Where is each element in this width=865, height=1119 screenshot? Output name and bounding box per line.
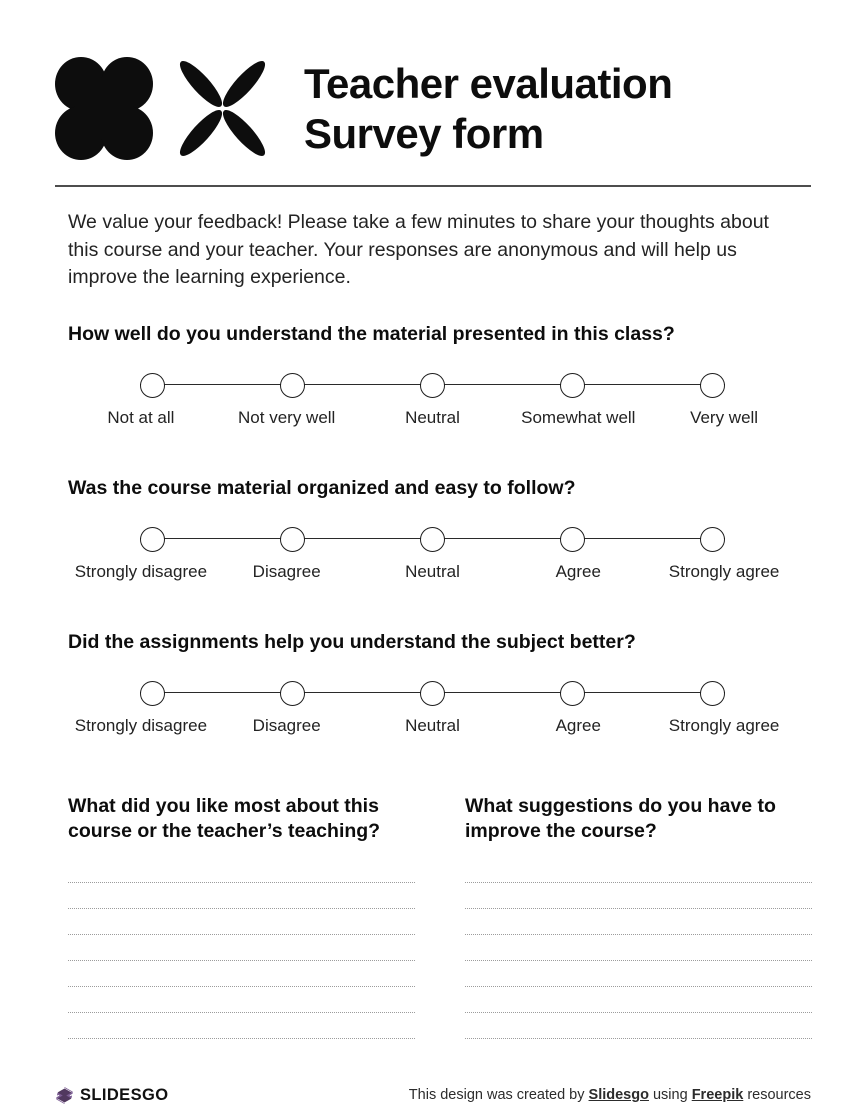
answer-line[interactable]	[68, 908, 415, 910]
scale-label-4: Agree	[555, 716, 601, 736]
open-questions-section	[68, 794, 812, 1040]
scale-question-3	[0, 630, 865, 737]
scale-options	[140, 372, 725, 398]
answer-line[interactable]	[465, 908, 812, 910]
credit-middle: using	[648, 1087, 692, 1103]
page-footer	[55, 1081, 811, 1109]
scale-label-3: Neutral	[405, 716, 460, 736]
x-petal-shape-icon	[175, 56, 270, 161]
answer-line[interactable]	[465, 1012, 812, 1014]
answer-line[interactable]	[465, 986, 812, 988]
scale-option-radio-2[interactable]	[280, 527, 305, 552]
page-title-line-1: Teacher evaluation	[304, 59, 673, 107]
scale-options	[140, 680, 725, 706]
page-title-line-2: Survey form	[304, 109, 544, 157]
scale-label-1: Strongly disagree	[74, 716, 208, 736]
scale-option-radio-4[interactable]	[560, 681, 585, 706]
scale-label-4: Somewhat well	[521, 408, 636, 428]
open-question-2	[465, 794, 812, 1040]
clover-shape-icon	[55, 56, 153, 161]
answer-line[interactable]	[68, 1038, 415, 1040]
question-3-title: Did the assignments help you understand the subject better?	[68, 631, 636, 653]
scale-label-2: Disagree	[252, 716, 321, 736]
answer-line[interactable]	[68, 882, 415, 884]
answer-line[interactable]	[68, 986, 415, 988]
scale-label-2: Not very well	[238, 408, 336, 428]
credit-link-slidesgo[interactable]: Slidesgo	[588, 1087, 649, 1103]
scale-option-radio-3[interactable]	[420, 527, 445, 552]
slidesgo-brand-name: SLIDESGO	[80, 1085, 169, 1104]
credit-suffix: resources	[743, 1087, 811, 1103]
scale-option-radio-3[interactable]	[420, 373, 445, 398]
scale-option-radio-4[interactable]	[560, 373, 585, 398]
scale-options	[140, 526, 725, 552]
question-3-scale-labels	[68, 715, 797, 737]
scale-label-5: Very well	[690, 408, 759, 428]
scale-label-1: Strongly disagree	[74, 562, 208, 582]
answer-line[interactable]	[465, 1038, 812, 1040]
page-title	[304, 59, 810, 159]
page-header	[55, 46, 810, 171]
scale-option-radio-1[interactable]	[140, 681, 165, 706]
scale-question-2	[0, 476, 865, 583]
slidesgo-logo-icon	[55, 1086, 74, 1105]
slidesgo-brand[interactable]	[55, 1086, 168, 1105]
scale-label-2: Disagree	[252, 562, 321, 582]
scale-label-5: Strongly agree	[668, 716, 780, 736]
question-1-scale[interactable]	[140, 372, 725, 398]
answer-line[interactable]	[68, 1012, 415, 1014]
design-credit	[409, 1087, 811, 1103]
scale-option-radio-1[interactable]	[140, 527, 165, 552]
intro-paragraph: We value your feedback! Please take a few minutes to share your thoughts about this course and your teacher. Your responses are anonymous and will help us improve the learning experience.	[68, 211, 769, 289]
answer-line[interactable]	[465, 960, 812, 962]
scale-label-5: Strongly agree	[668, 562, 780, 582]
scale-label-1: Not at all	[107, 408, 175, 428]
header-divider	[55, 185, 811, 187]
question-1-scale-labels	[68, 407, 797, 429]
question-3-scale[interactable]	[140, 680, 725, 706]
scale-option-radio-2[interactable]	[280, 373, 305, 398]
scale-question-1	[0, 322, 865, 429]
question-2-scale[interactable]	[140, 526, 725, 552]
scale-label-3: Neutral	[405, 408, 460, 428]
question-2-scale-labels	[68, 561, 797, 583]
answer-line[interactable]	[465, 882, 812, 884]
scale-option-radio-5[interactable]	[700, 527, 725, 552]
open-question-1	[68, 794, 415, 1040]
open-question-2-answer-area[interactable]	[465, 882, 812, 1040]
open-question-1-title: What did you like most about this course or the teacher’s teaching?	[68, 795, 381, 843]
scale-option-radio-5[interactable]	[700, 681, 725, 706]
question-1-title: How well do you understand the material presented in this class?	[68, 323, 675, 345]
scale-option-radio-3[interactable]	[420, 681, 445, 706]
header-decoration-group	[55, 56, 270, 161]
scale-option-radio-4[interactable]	[560, 527, 585, 552]
scale-label-3: Neutral	[405, 562, 460, 582]
answer-line[interactable]	[68, 934, 415, 936]
scale-option-radio-1[interactable]	[140, 373, 165, 398]
scale-option-radio-2[interactable]	[280, 681, 305, 706]
answer-line[interactable]	[68, 960, 415, 962]
scale-option-radio-5[interactable]	[700, 373, 725, 398]
open-question-2-title: What suggestions do you have to improve the course?	[465, 795, 776, 843]
question-2-title: Was the course material organized and easy to follow?	[68, 477, 576, 499]
credit-link-freepik[interactable]: Freepik	[691, 1087, 744, 1103]
credit-prefix: This design was created by	[408, 1087, 589, 1103]
answer-line[interactable]	[465, 934, 812, 936]
open-question-1-answer-area[interactable]	[68, 882, 415, 1040]
scale-label-4: Agree	[555, 562, 601, 582]
